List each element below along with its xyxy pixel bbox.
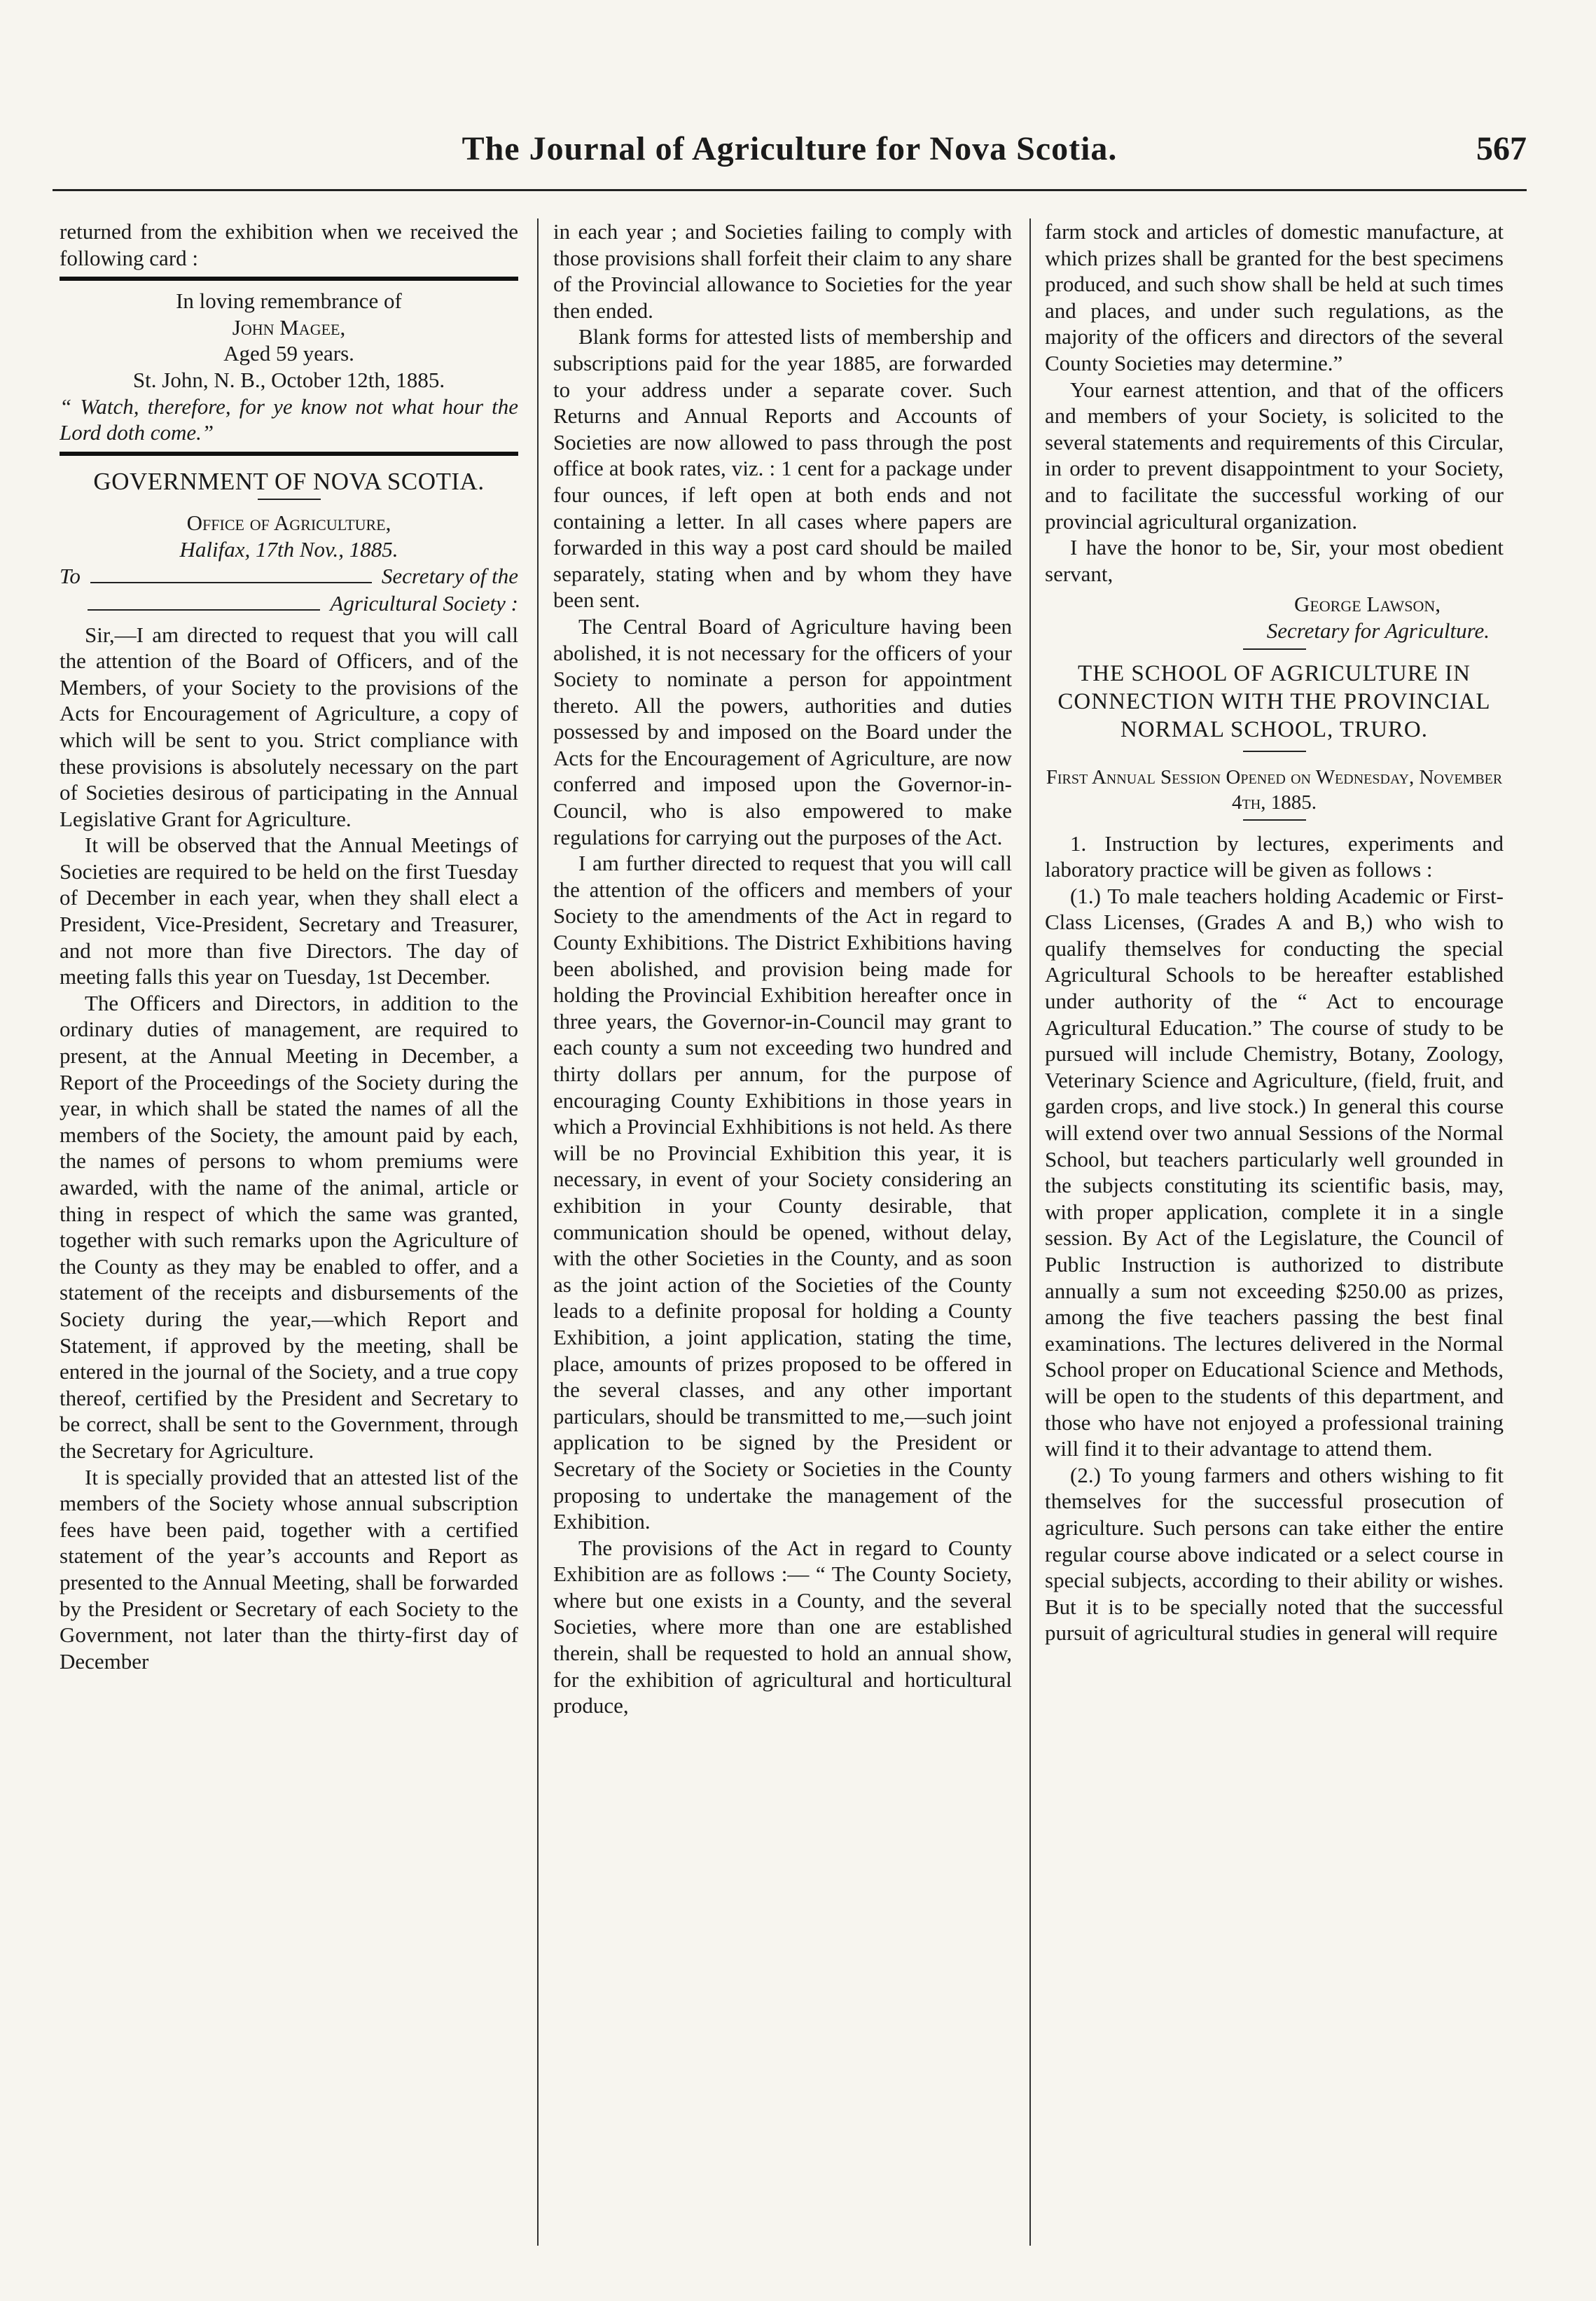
blank-rule	[90, 582, 372, 583]
signer-name: George Lawson,	[1293, 592, 1441, 617]
journal-title: The Journal of Agriculture for Nova Scotia.	[462, 130, 1118, 167]
paragraph: It will be observed that the Annual Meetings of Societies are required to be held on the first Tuesday of December in each year, when they shall elect a President, Vice-President, Secretary and Treasurer, and not more than five Directors. The day of meeting falls this year on Tuesday, 1st December.	[60, 833, 518, 989]
header-rule	[53, 189, 1527, 191]
signer-title: Secretary for Agriculture.	[1266, 618, 1490, 643]
paragraph: farm stock and articles of domestic manufacture, at which prizes shall be granted for the best specimens produced, and such show shall be held at such times and places, and under such regulations, as the majority of the officers and directors of the several County Societies may determine.”	[1045, 219, 1504, 375]
memorial-place-date: St. John, N. B., October 12th, 1885.	[132, 367, 445, 392]
to-society: Agricultural Society :	[330, 590, 518, 616]
short-rule	[1243, 648, 1306, 650]
address-line	[60, 590, 518, 618]
heavy-rule	[60, 277, 518, 281]
column-2	[553, 218, 1012, 2249]
column-3	[1045, 218, 1504, 2249]
section-heading: THE SCHOOL OF AGRICULTURE IN CONNECTION WITH THE PROVINCIAL NORMAL SCHOOL, TRURO.	[1057, 660, 1491, 742]
heavy-rule	[60, 452, 518, 456]
page-number: 567	[1476, 130, 1527, 167]
address-line	[60, 563, 518, 590]
session-subheading: First Annual Session Opened on Wednesday, November 4th, 1885.	[1046, 765, 1503, 814]
paragraph: The Officers and Directors, in addition to the ordinary duties of management, are required to present, at the Annual Meeting in December, a Report of the Proceedings of the Society during the year, in which shall be stated the names of all the members of the Society, the amount paid by each, the names of persons to whom premiums were awarded, with the name of the animal, article or thing in respect of which the same was granted, together with such remarks upon the Agriculture of the County as they may be enabled to offer, and a statement of the receipts and disbursements of the Society during the year,—which Report and Statement, if approved by the meeting, shall be entered in the journal of the Society, and a true copy thereof, certified by the President and Secretary to be correct, shall be sent to the Government, through the Secretary for Agriculture.	[60, 990, 518, 1463]
paragraph: (2.) To young farmers and others wishing to fit themselves for the successful prosecution of agriculture. Such persons can take either the entire regular course above indicated or a select course in special subjects, according to their ability or wishes. But it is to be specially noted that the successful pursuit of agricultural studies in general will require	[1045, 1462, 1504, 1646]
paragraph: It is specially provided that an attested list of the members of the Society whose annual subscription fees have been paid, together with a certified statement of the year’s accounts and Report as presented to the Annual Meeting, shall be forwarded by the President or Secretary of each Society to the Government, not later than the thirty-first day of December	[60, 1464, 518, 1674]
office-line: Office of Agriculture,	[186, 510, 391, 536]
memorial-name: John Magee,	[232, 314, 346, 340]
memorial-age: Aged 59 years.	[223, 341, 354, 366]
short-rule	[1243, 751, 1306, 752]
paragraph: Blank forms for attested lists of membership and subscriptions paid for the year 1885, are forwarded to your address under a separate cover. Such Returns and Annual Reports and Accounts of Societies are now allowed to pass through the post office at book rates, viz. : 1 cent for a package under four ounces, if left open at both ends and not containing a letter. In all cases where papers are forwarded in this way a post card should be mailed separately, stating when and by whom they have been sent.	[553, 324, 1012, 613]
column-divider	[1029, 218, 1031, 2246]
to-secretary: Secretary of the	[381, 563, 518, 588]
memorial-verse: “ Watch, therefore, for ye know not what hour the Lord doth come.”	[60, 394, 518, 445]
paragraph: 1. Instruction by lectures, experiments and laboratory practice will be given as follows :	[1045, 830, 1504, 882]
paragraph: I am further directed to request that you will call the attention of the officers and members of your Society to the amendments of the Act in regard to County Exhibitions. The District Exhibitions having been abolished, and provision being made for holding the Provincial Exhibition hereafter once in three years, the Governor-in-Council may grant to each county a sum not exceeding two hundred and thirty dollars per annum, for the purpose of encouraging County Exhibitions in those years in which a Provincial Exhhibitions is not held. As there will be no Provincial Exhibition this year, it is necessary, in event of your Society considering an exhibition in your County desirable, that communication should be opened, without delay, with the other Societies in the County, and as soon as the joint action of the Societies of the County leads to a definite proposal for holding a County Exhibition, a joint application, stating the time, place, amounts of prizes proposed to be offered in the several classes, and any other important particulars, should be transmitted to me,—such joint application to be signed by the President or Secretary of the Society or Societies in the County proposing to undertake the management of the Exhibition.	[553, 851, 1012, 1534]
paragraph: The provisions of the Act in regard to County Exhibition are as follows :— “ The County Society, where but one exists in a County, and the several Societies, where more than one are established therein, shall be requested to hold an annual show, for the exhibition of agricultural and horticultural produce,	[553, 1535, 1012, 1718]
paragraph: Your earnest attention, and that of the officers and members of your Society, is solicited to the several statements and requirements of this Circular, in order to prevent disappointment to your Society, and to facilitate the successful working of our provincial agricultural organization.	[1045, 377, 1504, 534]
section-heading: GOVERNMENT OF NOVA SCOTIA.	[93, 467, 485, 495]
date-line: Halifax, 17th Nov., 1885.	[179, 536, 398, 562]
paragraph: The Central Board of Agriculture having been abolished, it is not necessary for the officers of your Society to nominate a person for appointment thereto. All the powers, authorities and duties possessed by and imposed on the Board under the Acts for the Encouragement of Agriculture, are now conferred and imposed upon the Governor-in-Council, who is also empowered to make regulations for carrying out the purposes of the Act.	[553, 613, 1012, 849]
column-divider	[537, 218, 539, 2246]
short-rule	[1243, 819, 1306, 821]
to-label: To	[60, 563, 81, 588]
signature-block	[1045, 591, 1504, 644]
memorial-card	[60, 288, 518, 446]
paragraph: in each year ; and Societies failing to comply with those provisions shall forfeit their claim to any share of the Provincial allowance to Societies for the year then ended.	[553, 219, 1012, 323]
paragraph: I have the honor to be, Sir, your most obedient servant,	[1045, 535, 1504, 586]
paragraph: Sir,—I am directed to request that you will call the attention of the Board of Officers, and of the Members, of your Society to the provisions of the Acts for Encouragement of Agriculture, a copy of which will be sent to you. Strict compliance with these provisions is absolutely necessary on the part of Societies desirous of participating in the Annual Legislative Grant for Agriculture.	[60, 622, 518, 831]
page-header	[53, 130, 1527, 179]
short-rule	[258, 499, 321, 500]
paragraph: (1.) To male teachers holding Academic or First-Class Licenses, (Grades A and B,) who wish to qualify themselves for conducting the special Agricultural Schools to be hereafter established under authority of the “ Act to encourage Agricultural Education.” The course of study to be pursued will include Chemistry, Botany, Zoology, Veterinary Science and Agriculture, (field, fruit, and garden crops, and live stock.) In general this course will extend over two annual Sessions of the Normal School, but teachers particularly well grounded in the subjects constituting its scientific basis, may, with proper application, complete it in a single session. By Act of the Legislature, the Council of Public Instruction is authorized to distribute annually a sum not exceeding $250.00 as prizes, among the five teachers passing the best final examinations. The lectures delivered in the Normal School proper on Educational Science and Methods, will be open to the students of this department, and those who have not enjoyed a professional training will find it to their advantage to attend them.	[1045, 883, 1504, 1461]
paragraph: returned from the exhibition when we received the following card :	[60, 219, 518, 270]
blank-rule	[88, 609, 320, 611]
memorial-line: In loving remembrance of	[176, 289, 402, 314]
column-1	[60, 218, 518, 2249]
